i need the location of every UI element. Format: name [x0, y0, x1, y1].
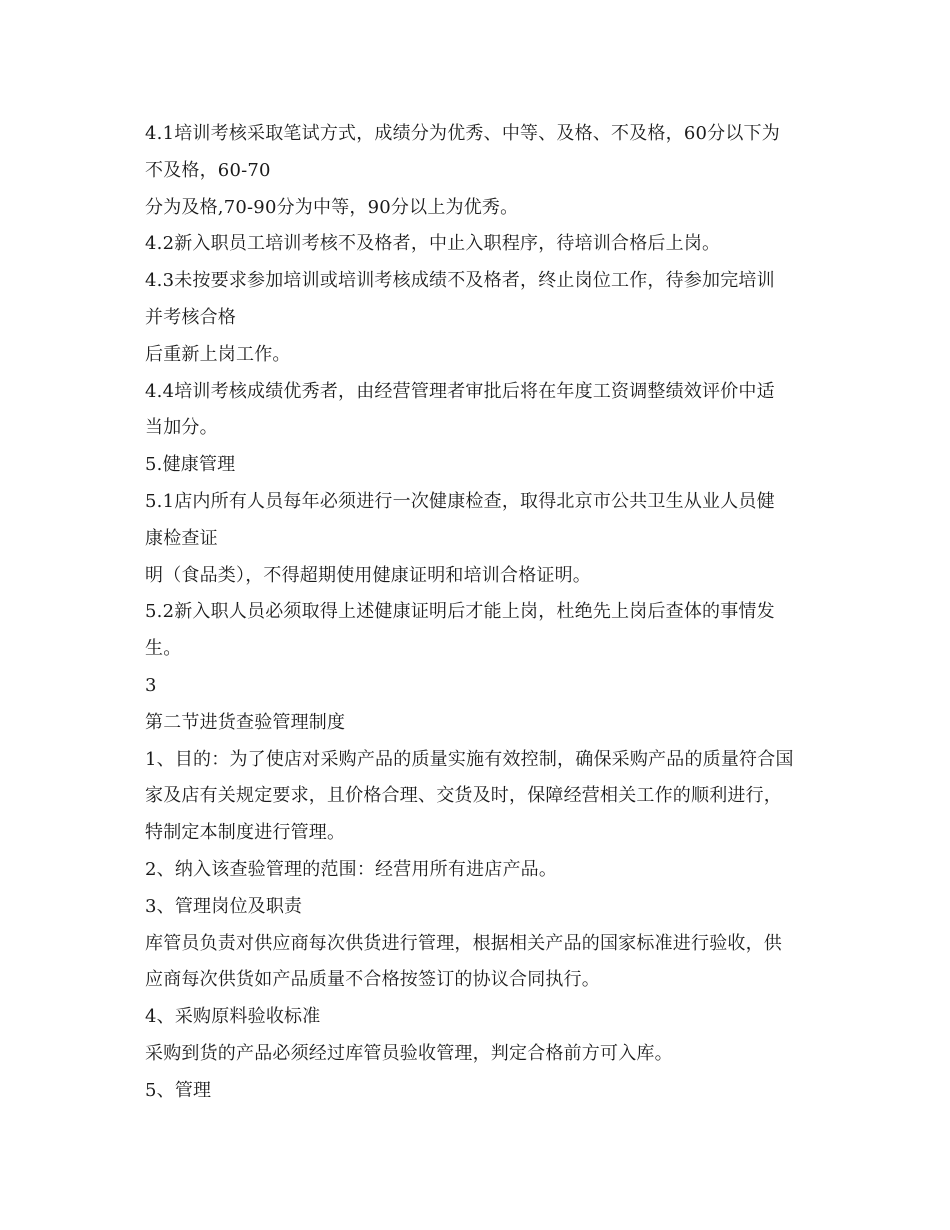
text-line-failed-training: 4.3未按要求参加培训或培训考核成绩不及格者，终止岗位工作，待参加完培训	[145, 270, 775, 292]
text-line: 生。	[145, 638, 182, 660]
text-line-acceptance: 采购到货的产品必须经过库管员验收管理，判定合格前方可入库。	[145, 1042, 673, 1064]
section-heading-health-management: 5.健康管理	[145, 454, 236, 476]
text-line: 特制定本制度进行管理。	[145, 822, 346, 844]
text-line: 当加分。	[145, 417, 218, 439]
text-line-excellent-score: 4.4培训考核成绩优秀者，由经营管理者审批后将在年度工资调整绩效评价中适	[145, 380, 775, 402]
subheading-acceptance-standard: 4、采购原料验收标准	[145, 1006, 321, 1028]
text-line-annual-health-check: 5.1店内所有人员每年必须进行一次健康检查，取得北京市公共卫生从业人员健	[145, 490, 775, 512]
text-line: 分为及格,70-90分为中等，90分以上为优秀。	[145, 196, 519, 218]
text-line: 并考核合格	[145, 306, 236, 328]
text-line-health-certificate: 5.2新入职人员必须取得上述健康证明后才能上岗，杜绝先上岗后查体的事情发	[145, 601, 775, 623]
section-heading-incoming-inspection: 第二节进货查验管理制度	[145, 711, 346, 733]
text-line: 康检查证	[145, 527, 218, 549]
text-line: 家及店有关规定要求，且价格合理、交货及时，保障经营相关工作的顺利进行，	[145, 785, 782, 807]
document-body	[145, 116, 815, 1110]
text-line: 不及格，60-70	[145, 159, 271, 181]
text-line-new-employee-exam: 4.2新入职员工培训考核不及格者，中止入职程序，待培训合格后上岗。	[145, 233, 721, 255]
text-line-scope: 2、纳入该查验管理的范围：经营用所有进店产品。	[145, 858, 558, 880]
text-line-training-exam-method: 4.1培训考核采取笔试方式，成绩分为优秀、中等、及格、不及格，60分以下为	[145, 123, 780, 144]
text-line: 后重新上岗工作。	[145, 343, 291, 365]
subheading-management: 5、管理	[145, 1079, 212, 1101]
text-line: 明（食品类），不得超期使用健康证明和培训合格证明。	[145, 564, 591, 586]
subheading-roles-duties: 3、管理岗位及职责	[145, 895, 303, 917]
page-number: 3	[145, 674, 157, 696]
text-line: 应商每次供货如产品质量不合格按签订的协议合同执行。	[145, 969, 600, 991]
text-line-purpose: 1、目的：为了使店对采购产品的质量实施有效控制，确保采购产品的质量符合国	[145, 748, 794, 770]
text-line-warehouse-keeper: 库管员负责对供应商每次供货进行管理，根据相关产品的国家标准进行验收，供	[145, 932, 782, 954]
